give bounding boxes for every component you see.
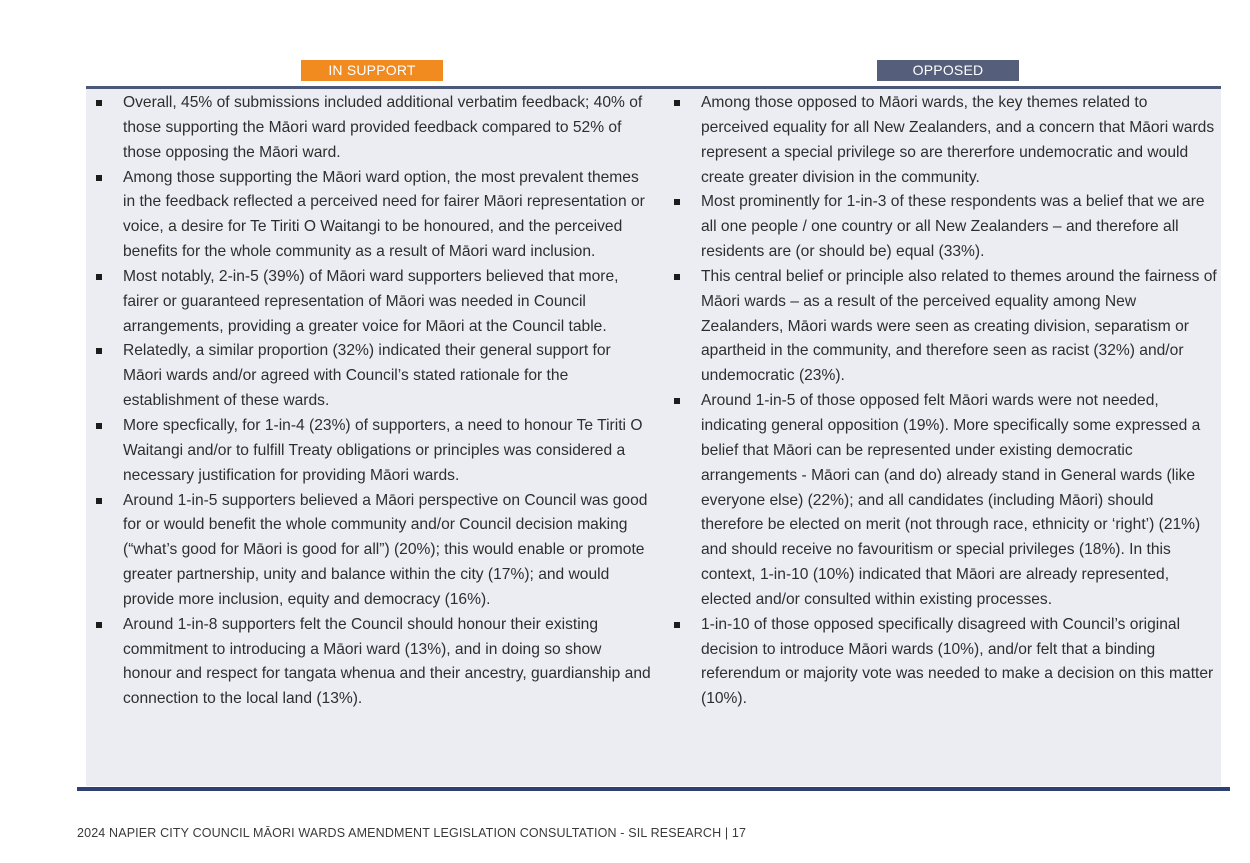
bullet-icon	[674, 622, 680, 628]
bullet-icon	[96, 423, 102, 429]
support-point-text: Overall, 45% of submissions included additional verbatim feedback; 40% of those supporting the Māori ward provided feedback compared to 52% of those opposing the Māori ward.	[123, 94, 643, 161]
opposed-header: OPPOSED	[877, 60, 1019, 81]
bullet-icon	[96, 100, 102, 106]
in-support-header: IN SUPPORT	[301, 60, 443, 81]
bullet-icon	[674, 398, 680, 404]
support-point	[96, 339, 651, 414]
bullet-icon	[96, 175, 102, 181]
opposed-point-text: This central belief or principle also related to themes around the fairness of Māori wards – as a result of the perceived equality among New Zealanders, Māori wards were seen as creating division, separatism or apartheid in the community, and therefore seen as racist (32%) and/or undemocratic (23%).	[701, 267, 1217, 385]
opposed-point	[674, 91, 1219, 190]
opposed-point-text: Among those opposed to Māori wards, the key themes related to perceived equality for all New Zealanders, and a concern that Māori wards represent a special privilege so are thererfore undemocratic and would create greater division in the community.	[701, 94, 1215, 186]
support-point	[96, 414, 651, 489]
bottom-divider	[77, 787, 1230, 791]
support-point	[96, 166, 651, 265]
page-footer: 2024 NAPIER CITY COUNCIL MĀORI WARDS AMENDMENT LEGISLATION CONSULTATION - SIL RESEARCH | 17	[77, 826, 747, 840]
opposed-point	[674, 389, 1219, 613]
bullet-icon	[96, 274, 102, 280]
opposed-point-text: Around 1-in-5 of those opposed felt Māori wards were not needed, indicating general opposition (19%). More specifically some expressed a belief that Māori can be represented under existing democratic arrangements - Māori can (and do) already stand in General wards (like everyone else) (22%); and all candidates (including Māori) should therefore be elected on merit (not through race, ethnicity or ‘right’) (21%) and should receive no favouritism or special privileges (18%). In this context, 1-in-10 (10%) indicated that Māori are already represented, elected and/or consulted within existing processes.	[701, 392, 1201, 608]
opposed-point	[674, 613, 1219, 712]
support-point-text: Most notably, 2-in-5 (39%) of Māori ward supporters believed that more, fairer or guaranteed representation of Māori was needed in Council arrangements, providing a greater voice for Māori at the Council table.	[123, 267, 619, 335]
bullet-icon	[96, 348, 102, 354]
support-point	[96, 265, 651, 340]
support-point	[96, 613, 651, 712]
bullet-icon	[96, 622, 102, 628]
support-point-text: More specfically, for 1-in-4 (23%) of supporters, a need to honour Te Tiriti O Waitangi and/or to fulfill Treaty obligations or principles was considered a necessary justification for providing Māori wards.	[123, 416, 643, 484]
opposed-point-text: 1-in-10 of those opposed specifically disagreed with Council’s original decision to introduce Māori wards (10%), and/or felt that a binding referendum or majority vote was needed to make a decision on this matter (10%).	[701, 615, 1214, 708]
support-point	[96, 489, 651, 613]
support-list	[96, 91, 651, 712]
support-point	[96, 91, 651, 166]
bullet-icon	[674, 274, 680, 280]
bullet-icon	[674, 199, 680, 205]
support-point-text: Around 1-in-8 supporters felt the Council should honour their existing commitment to introducing a Māori ward (13%), and in doing so show honour and respect for tangata whenua and their ancestry, guardianship and connection to the local land (13%).	[123, 615, 651, 708]
bullet-icon	[96, 498, 102, 504]
support-point-text: Around 1-in-5 supporters believed a Māori perspective on Council was good for or would benefit the whole community and/or Council decision making (“what’s good for Māori is good for all”) (20%); this would enable or promote greater partnership, unity and balance within the city (17%); and would provide more inclusion, equity and democracy (16%).	[123, 491, 648, 608]
opposed-list	[674, 91, 1219, 712]
opposed-point-text: Most prominently for 1-in-3 of these respondents was a belief that we are all one people / one country or all New Zealanders – and therefore all residents are (or should be) equal (33%).	[701, 193, 1205, 261]
support-point-text: Relatedly, a similar proportion (32%) indicated their general support for Māori wards and/or agreed with Council’s stated rationale for the establishment of these wards.	[123, 342, 611, 410]
opposed-point	[674, 190, 1219, 265]
bullet-icon	[674, 100, 680, 106]
opposed-point	[674, 265, 1219, 389]
support-point-text: Among those supporting the Māori ward option, the most prevalent themes in the feedback reflected a perceived need for fairer Māori representation or voice, a desire for Te Tiriti O Waitangi to be honoured, and the perceived benefits for the whole community as a result of Māori ward inclusion.	[123, 168, 645, 261]
